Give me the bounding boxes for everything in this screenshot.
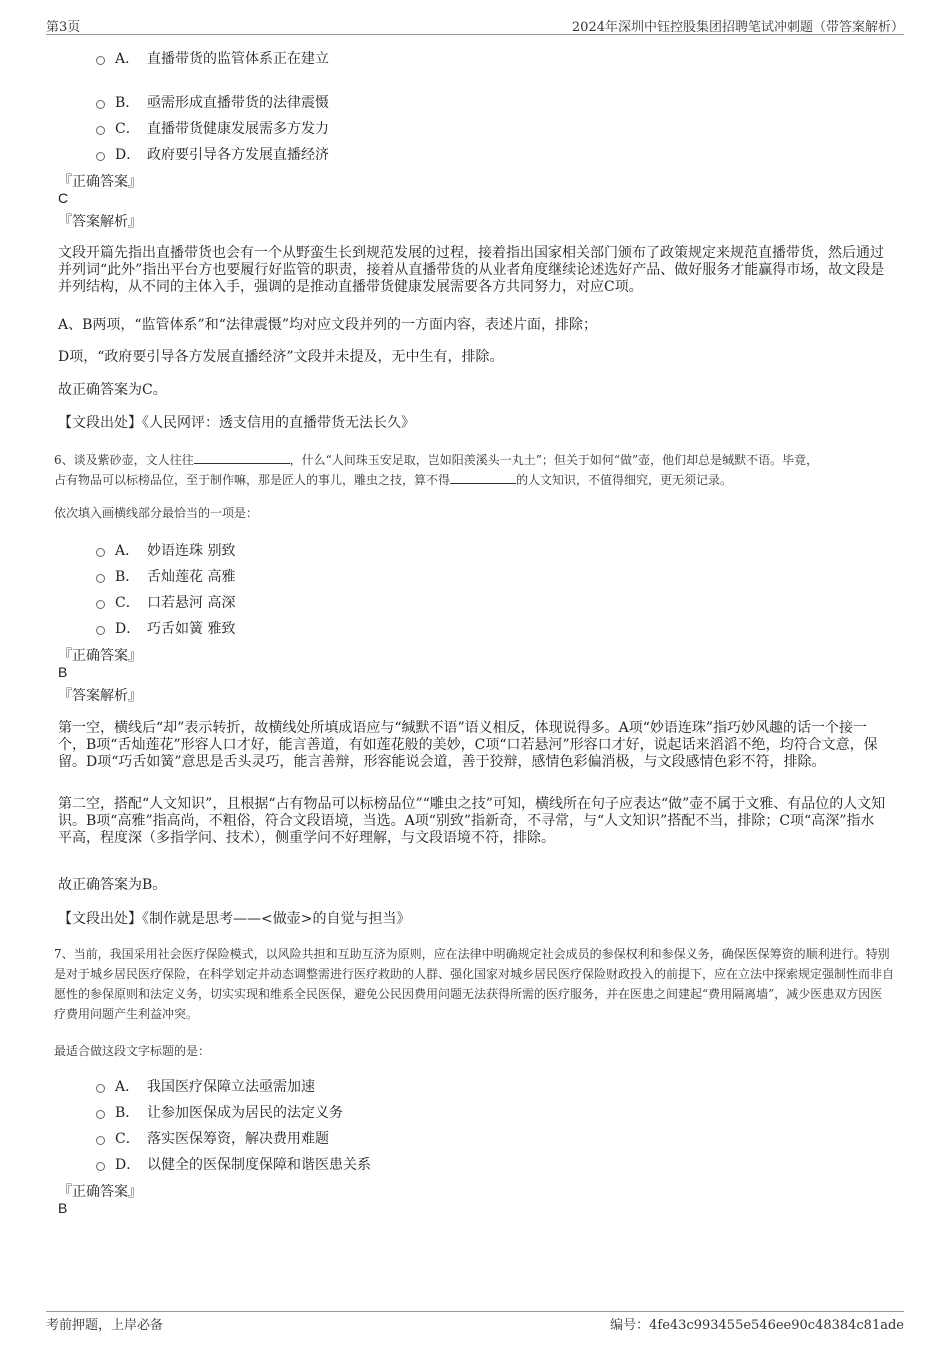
q6-prompt: 依次填入画横线部分最恰当的一项是：	[54, 506, 259, 520]
q6-option-b[interactable]: B． 舌灿莲花 高雅	[96, 566, 235, 586]
blank-1[interactable]	[194, 451, 290, 464]
q5-analysis-p4: 故正确答案为C。	[58, 382, 167, 398]
radio-icon[interactable]	[96, 626, 105, 635]
q5-option-d[interactable]: D． 政府要引导各方发展直播经济	[96, 144, 329, 164]
q5-analysis-label: 『答案解析』	[58, 214, 142, 230]
footer-slogan: 考前押题，上岸必备	[46, 1318, 164, 1333]
q6-answer: B	[58, 664, 68, 680]
q6-answer-label: 『正确答案』	[58, 648, 142, 664]
blank-2[interactable]	[450, 471, 516, 484]
radio-icon[interactable]	[96, 100, 105, 109]
radio-icon[interactable]	[96, 1084, 105, 1093]
radio-icon[interactable]	[96, 548, 105, 557]
radio-icon[interactable]	[96, 1162, 105, 1171]
q7-answer-label: 『正确答案』	[58, 1184, 142, 1200]
q5-source: 【文段出处】《人民网评：透支信用的直播带货无法长久》	[58, 415, 415, 431]
document-id: 编号：4fe43c993455e546ee90c48384c81ade	[610, 1318, 904, 1333]
q7-stem: 7、当前，我国采用社会医疗保险模式，以风险共担和互助互济为原则，应在法律中明确规定社会成员的参保权利和参保义务，确保医保筹资的顺利进行。特别是对于城乡居民医疗保险，在科学划定并动态调整需进行医疗救助的人群、强化国家对城乡居民医疗保险财政投入的前提下，应在立法中探索规定强制性而非自愿性的参保原则和法定义务，切实实现和维系全民医保，避免公民因费用问题无法获得所需的医疗服务，并在医患之间建起“费用隔离墙”，减少医患双方因医疗费用问题产生利益冲突。	[54, 947, 895, 1021]
q5-answer: C	[58, 190, 69, 206]
radio-icon[interactable]	[96, 126, 105, 135]
radio-icon[interactable]	[96, 574, 105, 583]
q7-option-a[interactable]: A． 我国医疗保障立法亟需加速	[96, 1076, 315, 1096]
footer-divider	[46, 1311, 904, 1312]
q5-option-b[interactable]: B． 亟需形成直播带货的法律震慑	[96, 92, 329, 112]
q5-option-c[interactable]: C． 直播带货健康发展需多方发力	[96, 118, 329, 138]
q7-option-d[interactable]: D． 以健全的医保制度保障和谐医患关系	[96, 1154, 371, 1174]
q6-analysis-p2: 第二空，搭配“人文知识”，且根据“占有物品可以标榜品位”“雕虫之技”可知，横线所在句子应表达“做”壶不属于文雅、有品位的人文知识。B项“高雅”指高尚，不粗俗，符合文段语境，当选。A项“别致”指新奇，不寻常，与“人文知识”搭配不当，排除；C项“高深”指水平高，程度深（多指学问、技术），侧重学问不好理解，与文段语境不符，排除。	[58, 796, 886, 846]
q7-option-b[interactable]: B． 让参加医保成为居民的法定义务	[96, 1102, 343, 1122]
q5-analysis-p1: 文段开篇先指出直播带货也会有一个从野蛮生长到规范发展的过程，接着指出国家相关部门颁布了政策规定来规范直播带货，然后通过并列词“此外”指出平台方也要履行好监管的职责，接着从直播带货的从业者角度继续论述选好产品、做好服务才能赢得市场，故文段是并列结构，从不同的主体入手，强调的是推动直播带货健康发展需要各方共同努力，对应C项。	[58, 245, 885, 295]
radio-icon[interactable]	[96, 600, 105, 609]
q6-analysis-p1: 第一空，横线后“却”表示转折，故横线处所填成语应与“缄默不语”语义相反，体现说得多。A项“妙语连珠”指巧妙风趣的话一个接一个，B项“舌灿莲花”形容人口才好，能言善道，有如莲花般的美妙，C项“口若悬河”形容口才好，说起话来滔滔不绝，均符合文意，保留。D项“巧舌如簧”意思是舌头灵巧，能言善辩，形容能说会道，善于狡辩，感情色彩偏消极，与文段感情色彩不符，排除。	[58, 720, 878, 770]
radio-icon[interactable]	[96, 152, 105, 161]
radio-icon[interactable]	[96, 1136, 105, 1145]
q6-analysis-p3: 故正确答案为B。	[58, 877, 167, 893]
q6-option-d[interactable]: D． 巧舌如簧 雅致	[96, 618, 235, 638]
q5-analysis-p2: A、B两项，“监管体系”和“法律震慑”均对应文段并列的一方面内容，表述片面，排除；	[58, 317, 598, 333]
q5-analysis-p3: D项，“政府要引导各方发展直播经济”文段并未提及，无中生有，排除。	[58, 349, 504, 365]
radio-icon[interactable]	[96, 56, 105, 65]
q6-option-c[interactable]: C． 口若悬河 高深	[96, 592, 235, 612]
document-title: 2024年深圳中钰控股集团招聘笔试冲刺题（带答案解析）	[571, 20, 904, 35]
q6-stem: 6、谈及紫砂壶，文人往往 ，什么“人间珠玉安足取，岂如阳羡溪头一丸土”；但关于如何“做”壶，他们却总是缄默不语。毕竟， 占有物品可以标榜品位，至于制作嘛，那是匠人的事儿，雕虫之技，算不得 的人文知识，不值得细究，更无须记录。	[54, 453, 819, 487]
q6-analysis-label: 『答案解析』	[58, 688, 142, 704]
q5-answer-label: 『正确答案』	[58, 174, 142, 190]
page-number: 第3页	[46, 20, 81, 35]
q7-prompt: 最适合做这段文字标题的是：	[54, 1044, 211, 1058]
q6-option-a[interactable]: A． 妙语连珠 别致	[96, 540, 235, 560]
q7-option-c[interactable]: C． 落实医保筹资，解决费用难题	[96, 1128, 329, 1148]
q7-answer: B	[58, 1200, 68, 1216]
header-divider	[46, 34, 904, 35]
q5-option-a[interactable]: A． 直播带货的监管体系正在建立	[96, 48, 329, 68]
radio-icon[interactable]	[96, 1110, 105, 1119]
q6-source: 【文段出处】《制作就是思考——<做壶>的自觉与担当》	[58, 911, 411, 927]
